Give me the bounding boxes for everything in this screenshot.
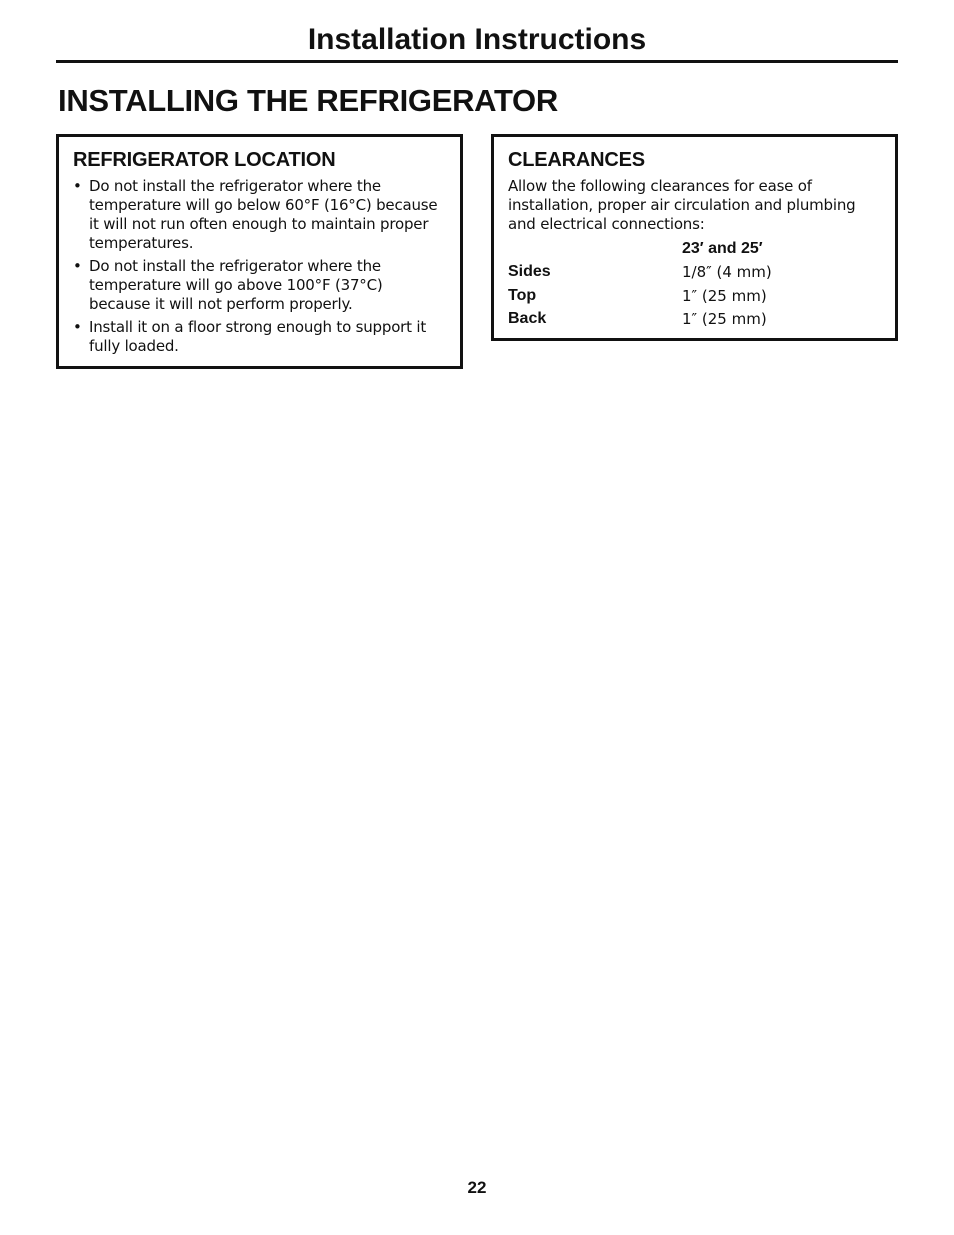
refrigerator-location-box [56, 134, 463, 369]
table-header-empty [508, 237, 682, 261]
table-row [508, 284, 772, 308]
header-title: Installation Instructions [307, 23, 647, 56]
row-label: Top [508, 286, 537, 304]
list-item-text: Install it on a floor strong enough to support it fully loaded. [89, 318, 427, 355]
list-item-text: Do not install the refrigerator where the temperature will go above 100°F (37°C) because it will not perform properly. [89, 257, 383, 313]
clearances-heading: CLEARANCES [508, 149, 645, 171]
list-item [73, 257, 446, 314]
clearances-intro: Allow the following clearances for ease of installation, proper air circulation and plumbing and electrical connections: [508, 177, 856, 233]
bullet: • [73, 318, 82, 336]
list-item [73, 318, 446, 356]
list-item-text: Do not install the refrigerator where the temperature will go below 60°F (16°C) because it will not run often enough to maintain proper temperatures. [89, 177, 438, 252]
row-value: 1″ (25 mm) [682, 286, 767, 305]
row-label: Sides [508, 263, 551, 281]
page-title: INSTALLING THE REFRIGERATOR [58, 83, 558, 118]
row-label: Back [508, 310, 547, 328]
header-rule [56, 60, 898, 63]
row-value: 1″ (25 mm) [682, 310, 767, 329]
clearances-box [491, 134, 898, 341]
location-heading: REFRIGERATOR LOCATION [73, 149, 336, 171]
bullet: • [73, 177, 82, 195]
bullet: • [73, 257, 82, 275]
table-header-row [508, 237, 772, 261]
list-item [73, 177, 446, 253]
location-list [73, 177, 446, 356]
clearances-table [508, 237, 772, 331]
page-number: 22 [467, 1178, 487, 1197]
table-row [508, 308, 772, 332]
row-value: 1/8″ (4 mm) [682, 263, 772, 282]
table-row [508, 261, 772, 285]
table-header-models: 23′ and 25′ [682, 239, 763, 257]
